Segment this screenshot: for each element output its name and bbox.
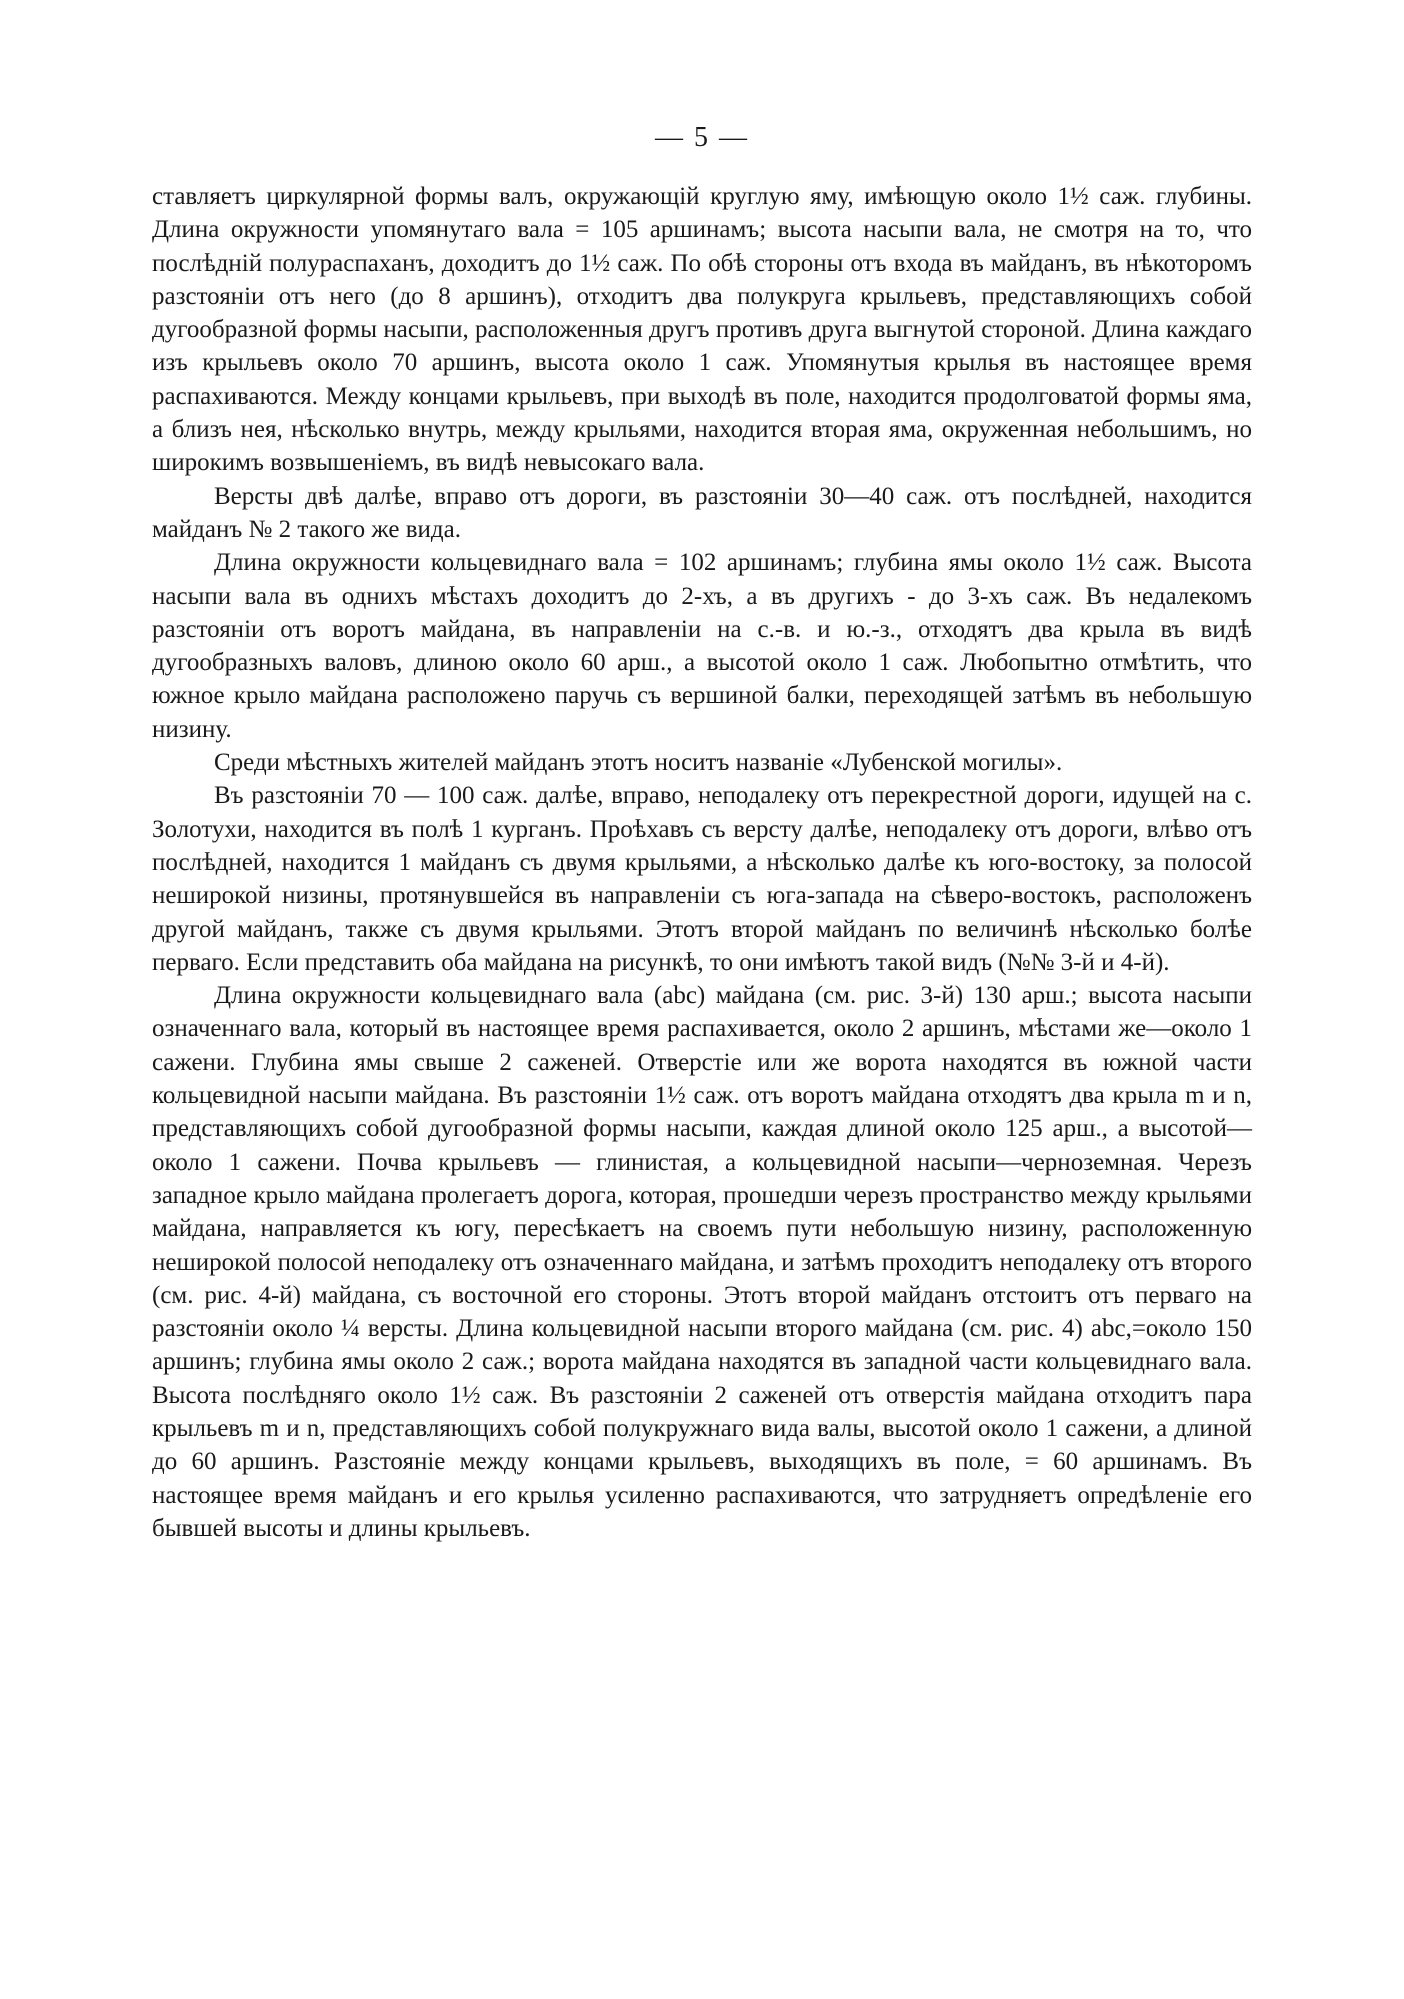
paragraph-2: Версты двѣ далѣе, вправо отъ дороги, въ разстояніи 30—40 саж. отъ послѣдней, находится майданъ № 2 такого же вида. — [152, 482, 1252, 543]
body-text — [152, 180, 1252, 1545]
page-number: — 5 — — [655, 122, 749, 153]
paragraph-3: Длина окружности кольцевиднаго вала = 102 аршинамъ; глубина ямы около 1½ саж. Высота насыпи вала въ однихъ мѣстахъ доходитъ до 2-хъ, а въ другихъ - до 3-хъ саж. Въ недалекомъ разстояніи отъ воротъ майдана, въ направленіи на с.-в. и ю.-з., отходятъ два крыла въ видѣ дугообразныхъ валовъ, длиною около 60 арш., а высотой около 1 саж. Любопытно отмѣтить, что южное крыло майдана расположено паручь съ вершиной балки, переходящей затѣмъ въ небольшую низину. — [152, 549, 1252, 743]
paragraph-4: Среди мѣстныхъ жителей майданъ этотъ носитъ названіе «Лубенской могилы». — [214, 749, 1063, 777]
paragraph-6: Длина окружности кольцевиднаго вала (abc) майдана (см. рис. 3-й) 130 арш.; высота насыпи означеннаго вала, который въ настоящее время распахивается, около 2 аршинъ, мѣстами же—около 1 сажени. Глубина ямы свыше 2 саженей. Отверстіе или же ворота находятся въ южной части кольцевидной насыпи майдана. Въ разстояніи 1½ саж. отъ воротъ майдана отходятъ два крыла m и n, представляющихъ собой дугообразной формы насыпи, каждая длиной около 125 арш., а высотой— около 1 сажени. Почва крыльевъ — глинистая, а кольцевидной насыпи—черноземная. Черезъ западное крыло майдана пролегаетъ дорога, которая, прошедши черезъ пространство между крыльями майдана, направляется къ югу, пересѣкаетъ на своемъ пути небольшую низину, расположенную неширокой полосой неподалеку отъ означеннаго майдана, и затѣмъ проходитъ неподалеку отъ второго (см. рис. 4-й) майдана, съ восточной его стороны. Этотъ второй майданъ отстоитъ отъ перваго на разстояніи около ¼ версты. Длина кольцевидной насыпи второго майдана (см. рис. 4) abc,=около 150 аршинъ; глубина ямы около 2 саж.; ворота майдана находятся въ западной части кольцевиднаго вала. Высота послѣдняго около 1½ саж. Въ разстояніи 2 саженей отъ отверстія майдана отходитъ пара крыльевъ m и n, представляющихъ собой полукружнаго вида валы, высотой около 1 сажени, а длиной до 60 аршинъ. Разстояніе между концами крыльевъ, выходящихъ въ поле, = 60 аршинамъ. Въ настоящее время майданъ и его крылья усиленно распахиваются, что затрудняетъ опредѣленіе его бывшей высоты и длины крыльевъ. — [152, 982, 1252, 1542]
paragraph-1: ставляетъ циркулярной формы валъ, окружающій круглую яму, имѣющую около 1½ саж. глубины. Длина окружности упомянутаго вала = 105 аршинамъ; высота насыпи вала, не смотря на то, что послѣдній полураспаханъ, доходитъ до 1½ саж. По обѣ стороны отъ входа въ майданъ, въ нѣкоторомъ разстояніи отъ него (до 8 аршинъ), отходитъ два полукруга крыльевъ, представляющихъ собой дугообразной формы насыпи, расположенныя другъ противъ друга выгнутой стороной. Длина каждаго изъ крыльевъ около 70 аршинъ, высота около 1 саж. Упомянутыя крылья въ настоящее время распахиваются. Между концами крыльевъ, при выходѣ въ поле, находится продолговатой формы яма, а близъ нея, нѣсколько внутрь, между крыльями, находится вторая яма, окруженная небольшимъ, но широкимъ возвышеніемъ, въ видѣ невысокаго вала. — [152, 183, 1252, 477]
paragraph-5: Въ разстояніи 70 — 100 саж. далѣе, вправо, неподалеку отъ перекрестной дороги, идущей на с. Золотухи, находится въ полѣ 1 курганъ. Проѣхавъ съ версту далѣе, неподалеку отъ дороги, влѣво отъ послѣдней, находится 1 майданъ съ двумя крыльями, а нѣсколько далѣе къ юго-востоку, за полосой неширокой низины, протянувшейся въ направленіи съ юга-запада на сѣверо-востокъ, расположенъ другой майданъ, также съ двумя крыльями. Этотъ второй майданъ по величинѣ нѣсколько болѣе перваго. Если представить оба майдана на рисункѣ, то они имѣютъ такой видъ (№№ 3-й и 4-й). — [152, 782, 1252, 976]
